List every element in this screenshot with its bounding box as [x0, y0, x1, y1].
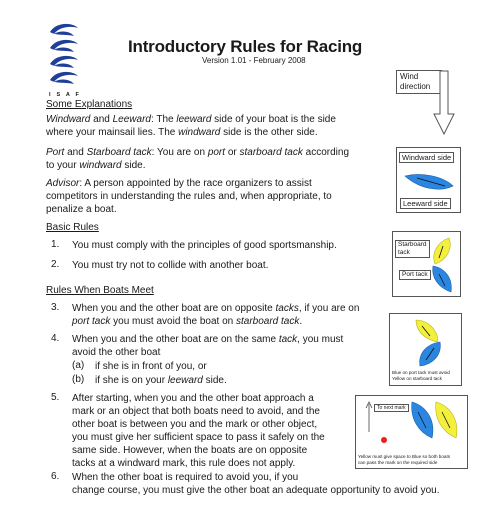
rule-4-text: When you and the other boat are on the same tack, you must avoid the other boat [72, 334, 344, 358]
wind-arrow-icon [432, 70, 456, 136]
rule-6-number: 6. [51, 471, 60, 482]
caption-mark-line2: can pass the mark on the required side [358, 460, 438, 465]
rule-4a-text: if she is in front of you, or [95, 361, 207, 372]
rule-3-text: When you and the other boat are on opposite tacks, if you are on port tack you must avoid the boat on starboard tack. [72, 303, 360, 327]
rule-2-text: You must try not to collide with another boat. [72, 260, 269, 271]
rule-3-number: 3. [51, 302, 60, 313]
next-mark-arrow-icon [364, 400, 374, 434]
paragraph-advisor: Advisor: A person appointed by the race organizers to assist competitors in understanding the rules and, when appropriate, to penalize a boat. [46, 178, 332, 215]
page-title: Introductory Rules for Racing [128, 37, 363, 56]
mark-buoy-icon [380, 436, 388, 444]
section-heading-basic: Basic Rules [46, 222, 99, 233]
rule-1-number: 1. [51, 239, 60, 250]
rule-4b-number: (b) [72, 374, 85, 385]
diagram-tacks [392, 231, 461, 297]
label-leeward-side: Leeward side [400, 198, 451, 209]
paragraph-windward-leeward: Windward and Leeward: The leeward side of your boat is the side where your mainsail lies. The windward side is the other side. [46, 114, 336, 138]
wind-label-line2: direction [400, 82, 431, 91]
paragraph-port-starboard: Port and Starboard tack: You are on port or starboard tack according to your windward side. [46, 147, 350, 171]
yellow-boat-icon [427, 236, 455, 266]
diagram-same-tack [389, 313, 462, 386]
wind-label-line1: Wind [400, 72, 419, 81]
rule-5-number: 5. [51, 392, 60, 403]
label-next-mark: To next mark [374, 404, 409, 412]
rule-2-number: 2. [51, 259, 60, 270]
rule-1-text: You must comply with the principles of good sportsmanship. [72, 240, 337, 251]
version-text: Version 1.01 - February 2008 [202, 56, 306, 65]
blue-boat-icon [414, 338, 444, 368]
rule-6-text: When the other boat is required to avoid you, if you change course, you must give the other boat an adequate opportunity to avoid you. [72, 472, 440, 496]
section-heading-explanations: Some Explanations [46, 99, 133, 110]
yellow-boat-icon [432, 400, 462, 440]
label-windward-side: Windward side [399, 152, 454, 163]
rule-4a-number: (a) [72, 360, 85, 371]
diagram-mark-rounding [355, 395, 468, 469]
caption-mark-line1: Yellow must give space to Blue so both boats [358, 454, 451, 459]
isaf-logo-icon [46, 20, 82, 90]
rule-4-number: 4. [51, 333, 60, 344]
blue-boat-icon [403, 170, 455, 194]
diagram-windward-leeward [396, 147, 461, 213]
caption-same-tack-line1: Blue on port tack must avoid [392, 370, 450, 375]
rule-4b-text: if she is on your leeward side. [95, 375, 227, 386]
label-port-tack: Port tack [399, 270, 431, 280]
rule-5-text: After starting, when you and the other boat approach a mark or an object that both boats need to avoid, and the other boat is between you and the mark or other object, you must give her sufficient space to pass it safely on the same side. However, when the boats are on opposite tacks at a windward mark, this rule does not apply. [72, 393, 325, 469]
caption-same-tack-line2: Yellow on starboard tack [392, 376, 442, 381]
section-heading-meet: Rules When Boats Meet [46, 285, 154, 296]
blue-boat-icon [429, 264, 455, 294]
label-starboard-tack: Starboard tack [395, 240, 430, 258]
logo-text: I S A F [49, 92, 82, 98]
